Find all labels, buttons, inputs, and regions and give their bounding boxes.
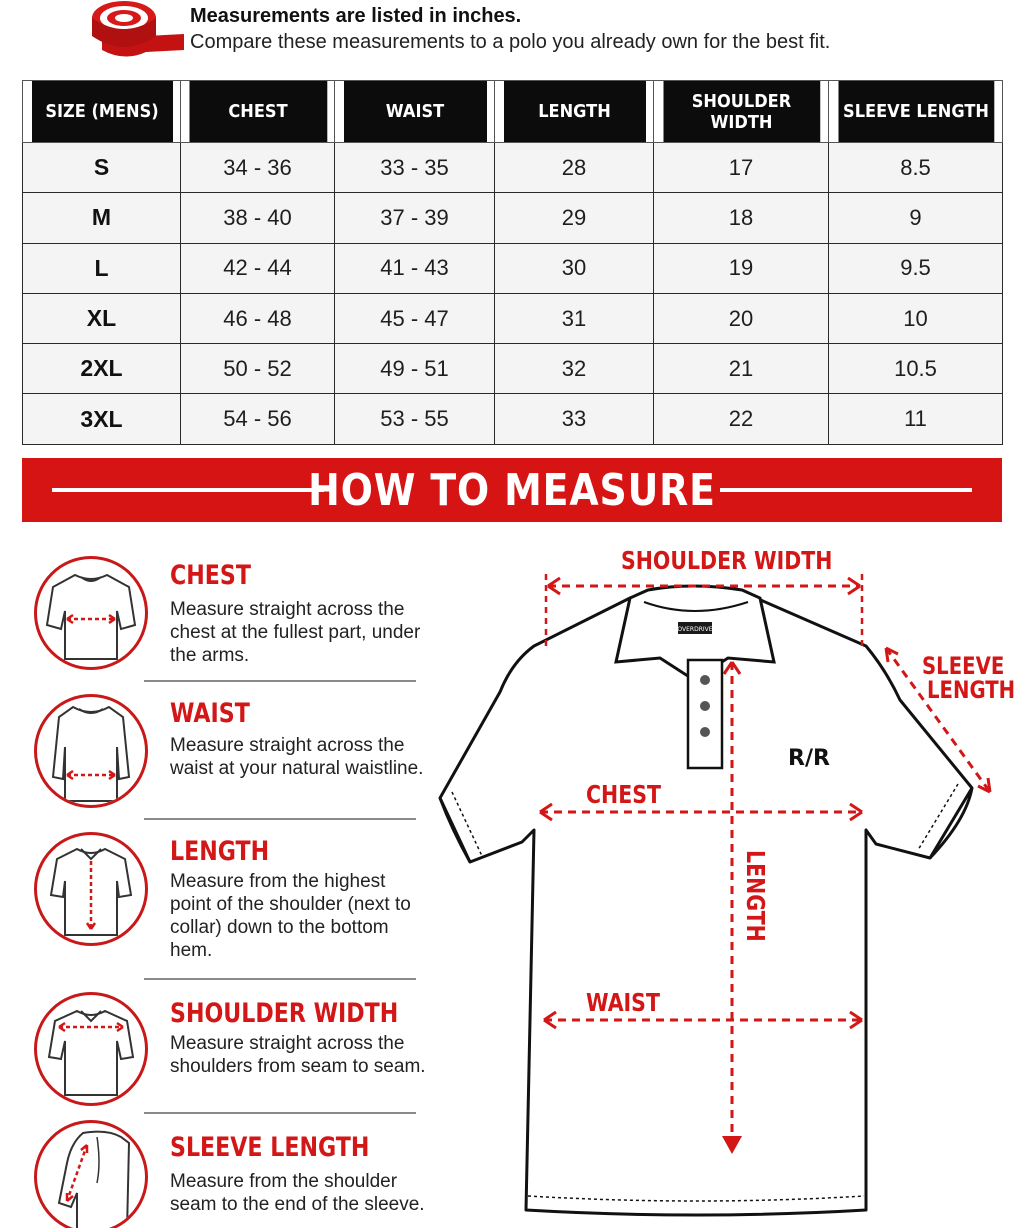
page-header [0,0,1024,70]
guide-desc-sleeve-length: Measure from the shoulder seam to the end of the sleeve. [170,1171,425,1215]
waist-cell: 49 - 51 [335,344,495,394]
table-row [23,394,1003,444]
size-cell: 3XL [23,394,181,444]
guide-divider [144,680,416,682]
guide-desc-chest: Measure straight across the chest at the fullest part, under the arms. [170,599,421,666]
waist-cell: 53 - 55 [335,394,495,444]
size-cell: M [23,193,181,243]
waist-cell: 33 - 35 [335,143,495,193]
length-cell: 28 [495,143,654,193]
shoulder-width-cell: 18 [654,193,829,243]
shirt-shoulder-icon [34,992,148,1106]
guide-title-waist: WAIST [170,698,250,729]
column-header-length: LENGTH [502,81,645,143]
sleeve-length-cell: 8.5 [829,143,1003,193]
chest-cell: 46 - 48 [181,293,335,343]
column-header-waist: WAIST [343,81,487,143]
table-row [23,293,1003,343]
how-to-measure-banner [22,458,1002,522]
column-header-size: SIZE (MENS) [30,81,172,143]
guide-divider [144,978,416,980]
guide-desc-shoulder-width: Measure straight across the shoulders from seam to seam. [170,1033,426,1077]
length-cell: 30 [495,243,654,293]
guide-chest [0,556,430,680]
banner-left-rule [52,488,324,492]
diagram-label-chest: CHEST [586,780,661,809]
diagram-label-sleeve-1: SLEEVE [922,652,1005,680]
chest-cell: 42 - 44 [181,243,335,293]
guide-shoulder-width [0,992,430,1110]
banner-right-rule [720,488,972,492]
table-row [23,344,1003,394]
table-row [23,243,1003,293]
banner-title: HOW TO MEASURE [308,464,716,516]
guide-title-shoulder-width: SHOULDER WIDTH [170,998,399,1029]
guide-length [0,832,430,972]
diagram-label-length: LENGTH [741,850,770,942]
diagram-label-sleeve-2: LENGTH [927,676,1016,704]
guide-sleeve-length [0,1120,430,1228]
waist-cell: 37 - 39 [335,193,495,243]
size-cell: L [23,243,181,293]
size-cell: 2XL [23,344,181,394]
sleeve-length-cell: 9 [829,193,1003,243]
column-header-sleeve-length: SLEEVE LENGTH [837,81,994,143]
guide-divider [144,818,416,820]
column-header-chest: CHEST [188,81,327,143]
measuring-tape-icon [84,0,186,62]
chest-cell: 38 - 40 [181,193,335,243]
length-cell: 31 [495,293,654,343]
guide-desc-length: Measure from the highest point of the shoulder (next to collar) down to the bottom hem. [170,871,411,961]
size-cell: S [23,143,181,193]
shoulder-width-cell: 21 [654,344,829,394]
chest-cell: 34 - 36 [181,143,335,193]
size-cell: XL [23,293,181,343]
table-row [23,193,1003,243]
shoulder-width-cell: 22 [654,394,829,444]
sleeve-length-cell: 11 [829,394,1003,444]
shirt-sleeve-icon [34,1120,148,1228]
guide-title-sleeve-length: SLEEVE LENGTH [170,1132,370,1163]
shirt-waist-icon [34,694,148,808]
diagram-label-shoulder-width: SHOULDER WIDTH [621,546,833,575]
sleeve-length-cell: 9.5 [829,243,1003,293]
guide-title-length: LENGTH [170,836,270,867]
guide-divider [144,1112,416,1114]
waist-cell: 41 - 43 [335,243,495,293]
length-cell: 29 [495,193,654,243]
guide-waist [0,694,430,818]
waist-cell: 45 - 47 [335,293,495,343]
brand-logo: R/R [788,746,830,771]
polo-measurement-diagram [430,530,1024,1228]
guide-desc-waist: Measure straight across the waist at your natural waistline. [170,735,424,779]
shoulder-width-cell: 20 [654,293,829,343]
shirt-length-icon [34,832,148,946]
header-subtitle: Compare these measurements to a polo you already own for the best fit. [190,31,831,53]
shoulder-width-cell: 17 [654,143,829,193]
sleeve-length-cell: 10 [829,293,1003,343]
length-cell: 32 [495,344,654,394]
diagram-label-waist: WAIST [586,988,660,1017]
guide-title-chest: CHEST [170,560,251,591]
size-chart-table [22,80,1003,445]
table-header-row [23,81,1003,143]
length-cell: 33 [495,394,654,444]
header-title: Measurements are listed in inches. [190,5,522,27]
polo-shirt-illustration [430,530,1024,1228]
sleeve-length-cell: 10.5 [829,344,1003,394]
chest-cell: 50 - 52 [181,344,335,394]
collar-tag-text: OVERDRIVE [677,626,713,633]
chest-cell: 54 - 56 [181,394,335,444]
table-row [23,143,1003,193]
shirt-chest-icon [34,556,148,670]
shoulder-width-cell: 19 [654,243,829,293]
column-header-shoulder-width: SHOULDER WIDTH [662,81,820,143]
